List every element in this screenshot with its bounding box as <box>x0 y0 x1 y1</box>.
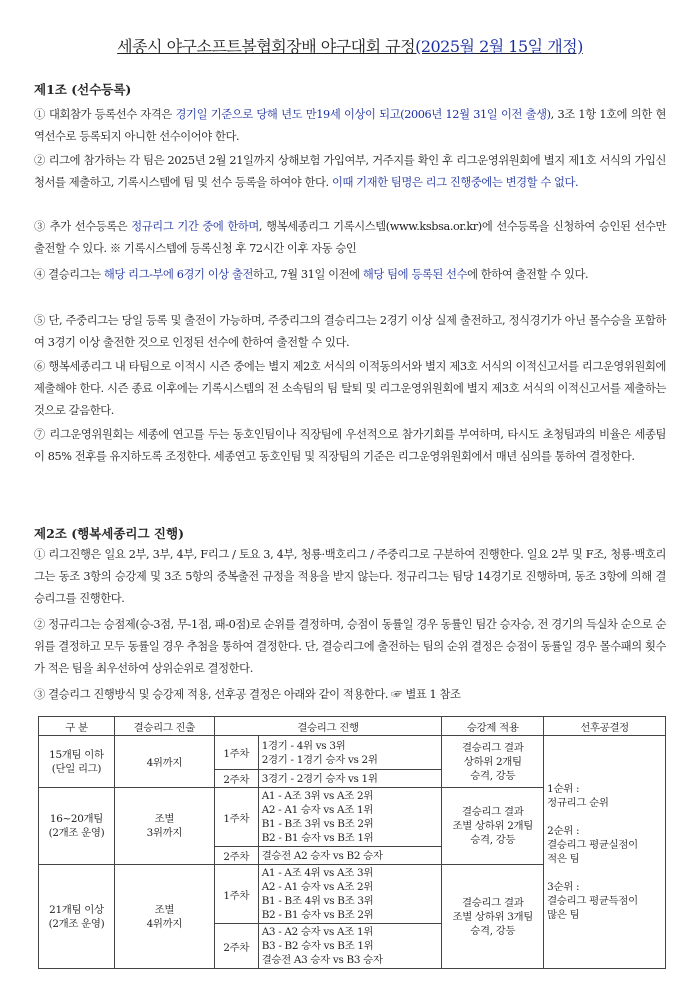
article1-para-3: ③ 추가 선수등록은 정규리그 기간 중에 한하며, 행복세종리그 기록시스템(www.ksbsa.or.kr)에 선수등록을 신청하여 승인된 선수만 출전할 수 있다. ※ 기록시스템에 등록신청 후 72시간 이후 자동 승인 <box>34 220 666 255</box>
article1-para-2: ② 리그에 참가하는 각 팀은 2025년 2월 21일까지 상해보험 가입여부, 거주지를 확인 후 리그운영위원회에 별지 제1호 서식의 가입신청서를 제출하고, 기록시스템에 팀 및 선수 등록을 하여야 한다. 이때 기재한 팀명은 리그 진행중에는 변경할 수 없다. <box>34 154 666 189</box>
title-date: (2025월 2월 15일 개정) <box>415 37 583 56</box>
round-matches: A1 - A조 3위 vs A조 2위 A2 - A1 승자 vs A조 1위 B1 - B조 3위 vs B조 2위 B2 - B1 승자 vs B조 1위 <box>258 788 442 847</box>
round-label: 2주차 <box>214 847 258 865</box>
header-category: 구 분 <box>39 717 115 736</box>
round-label: 1주차 <box>214 736 258 770</box>
final-league-table <box>38 716 666 969</box>
article2-para-3: ③ 결승리그 진행방식 및 승강제 적용, 선후공 결정은 아래와 같이 적용한다. ☞ 별표 1 참조 <box>34 688 461 701</box>
article1-para-4: ④ 결승리그는 해당 리그-부에 6경기 이상 출전하고, 7월 31일 이전에 해당 팀에 등록된 선수에 한하여 출전할 수 있다. <box>34 268 589 281</box>
round-matches: 결승전 A2 승자 vs B2 승자 <box>258 847 442 865</box>
article2-heading: 제2조 (행복세종리그 진행) <box>34 526 184 541</box>
header-advance: 결승리그 진출 <box>114 717 214 736</box>
advance-cell: 조별 4위까지 <box>114 865 214 969</box>
article1-para-1: ① 대회참가 등록선수 자격은 경기일 기준으로 당해 년도 만19세 이상이 되고(2006년 12월 31일 이전 출생), 3조 1항 1호에 의한 현역선수로 등록되지 아니한 선수이어야 한다. <box>34 108 666 143</box>
article1-heading: 제1조 (선수등록) <box>34 82 132 97</box>
promotion-cell: 결승리그 결과 상하위 2개팀 승격, 강등 <box>442 736 544 788</box>
round-matches: 3경기 - 2경기 승자 vs 1위 <box>258 770 442 788</box>
article1-para-5: ⑤ 단, 주중리그는 당일 등록 및 출전이 가능하며, 주중리그의 결승리그는 2경기 이상 실제 출전하고, 정식경기가 아닌 몰수승을 포함하여 3경기 이상 출전한 것으로 인정된 선수에 한하여 출전할 수 있다. <box>34 314 666 349</box>
article2-para-2: ② 정규리그는 승점제(승-3점, 무-1점, 패-0점)로 순위를 결정하며, 승점이 동률일 경우 동률인 팀간 승자승, 전 경기의 득실차 순으로 순위를 결정하고 모두 동률일 경우 추첨을 통하여 결정한다. 단, 결승리그에 출전하는 팀의 순위 결정은 승점이 동률일 경우 몰수패의 횟수가 적은 팀을 최우선하여 상위순위로 결정한다. <box>34 618 666 675</box>
table-header-row <box>39 717 666 736</box>
advance-cell: 조별 3위까지 <box>114 788 214 865</box>
document-title <box>0 34 700 57</box>
article2-para-1: ① 리그진행은 일요 2부, 3부, 4부, F리그 / 토요 3, 4부, 청룡·백호리그 / 주중리그로 구분하여 진행한다. 일요 2부 및 F조, 청룡·백호리그는 동조 3항의 승강제 및 3조 5항의 중복출전 규정을 적용을 받지 않는다. 정규리그는 팀당 14경기로 진행하며, 동조 3항에 의해 결승리그를 진행한다. <box>34 548 666 605</box>
header-progress: 결승리그 진행 <box>214 717 442 736</box>
header-promotion: 승강제 적용 <box>442 717 544 736</box>
round-label: 1주차 <box>214 865 258 924</box>
article1-para-6: ⑥ 행복세종리그 내 타팀으로 이적시 시즌 중에는 별지 제2호 서식의 이적동의서와 별지 제3호 서식의 이적신고서를 리그운영위원회에 제출해야 한다. 시즌 종료 이후에는 기록시스템의 전 소속팀의 팀 탈퇴 및 리그운영위원회에 별지 제3호 서식의 이적신고서를 제출하는 것으로 갈음한다. <box>34 360 666 417</box>
category-cell: 16~20개팀 (2개조 운영) <box>39 788 115 865</box>
round-matches: A3 - A2 승자 vs A조 1위 B3 - B2 승자 vs B조 1위 결승전 A3 승자 vs B3 승자 <box>258 924 442 969</box>
round-label: 2주차 <box>214 924 258 969</box>
round-matches: 1경기 - 4위 vs 3위 2경기 - 1경기 승자 vs 2위 <box>258 736 442 770</box>
category-cell: 15개팀 이하 (단일 리그) <box>39 736 115 788</box>
table-row <box>39 736 666 770</box>
advance-cell: 4위까지 <box>114 736 214 788</box>
category-cell: 21개팀 이상 (2개조 운영) <box>39 865 115 969</box>
promotion-cell: 결승리그 결과 조별 상하위 3개팀 승격, 강등 <box>442 865 544 969</box>
title-main: 세종시 야구소프트볼협회장배 야구대회 규정 <box>117 37 416 56</box>
round-label: 1주차 <box>214 788 258 847</box>
article1-para-7: ⑦ 리그운영위원회는 세종에 연고를 두는 동호인팀이나 직장팀에 우선적으로 참가기회를 부여하며, 타시도 초청팀과의 비율은 세종팀이 85% 전후를 유지하도록 조정한다. 세종연고 동호인팀 및 직장팀의 기준은 리그운영위원회에서 매년 심의를 통하여 결정한다. <box>34 428 666 463</box>
promotion-cell: 결승리그 결과 조별 상하위 2개팀 승격, 강등 <box>442 788 544 865</box>
round-label: 2주차 <box>214 770 258 788</box>
header-order: 선후공결정 <box>544 717 666 736</box>
order-cell: 1순위 : 정규리그 순위 2순위 : 결승리그 평균실점이 적은 팀 3순위 : 결승리그 평균득점이 많은 팀 <box>544 736 666 969</box>
round-matches: A1 - A조 4위 vs A조 3위 A2 - A1 승자 vs A조 2위 B1 - B조 4위 vs B조 3위 B2 - B1 승자 vs B조 2위 <box>258 865 442 924</box>
